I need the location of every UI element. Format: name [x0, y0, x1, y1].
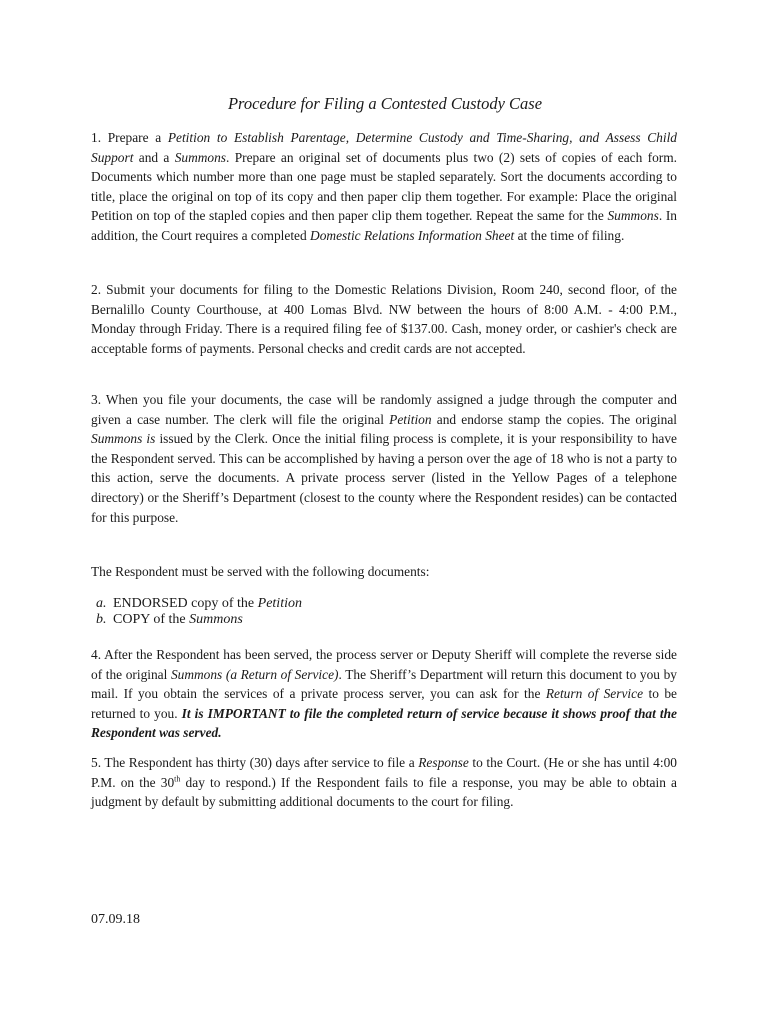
- petition-form-name: Petition to Establish Parentage, Determine Custody and Time-Sharing, and Assess Child Support: [91, 130, 678, 165]
- step-4-text: to be returned to you.: [91, 686, 677, 721]
- step-5-text: to the Court. (He or she has until 4:00 P.M. on the 30: [91, 755, 677, 790]
- revision-date: 07.09.18: [91, 912, 140, 927]
- list-item: [96, 612, 656, 628]
- step-3-text: 3. When you file your documents, the case will be randomly assigned a judge through the computer and given a case number. The clerk will file the original: [91, 392, 677, 427]
- list-marker: a.: [96, 596, 107, 611]
- document-title: Procedure for Filing a Contested Custody Case: [227, 94, 543, 113]
- step-1-text: 1. Prepare a: [91, 130, 168, 145]
- important-notice: It is IMPORTANT to file the completed return of service because it shows proof that the Respondent was served.: [91, 705, 677, 741]
- response-form-name: Response: [418, 755, 469, 770]
- step-5-paragraph: [91, 753, 677, 812]
- step-5-text: 5. The Respondent has thirty (30) days after service to file a: [91, 755, 419, 770]
- return-of-service-name: Summons (a Return of Service): [170, 666, 339, 682]
- list-item-document: Petition: [257, 596, 302, 611]
- list-item: [96, 596, 656, 612]
- list-marker: b.: [96, 612, 107, 627]
- step-1-paragraph: [91, 128, 677, 246]
- step-4-paragraph: [91, 645, 677, 743]
- step-5-text: day to respond.) If the Respondent fails to file a response, you may be able to obtain a judgment by default by submitting additional documents to the court for filing.: [91, 774, 677, 810]
- list-item-text: COPY of the: [113, 612, 190, 627]
- summons-form-name: Summons: [174, 149, 227, 165]
- step-3-text: issued by the Clerk. Once the initial filing process is complete, it is your responsibility to have the Respondent served. This can be accomplished by having a person over the age of 18 who is not a party to this action, serve the documents. A private process server (listed in the Yellow Pages of a telephone directory) or the Sheriff’s Department (closest to the county where the Respondent resides) can be contacted for this purpose.: [91, 431, 677, 525]
- step-4-text: 4. After the Respondent has been served, the process server or Deputy Sheriff will complete the reverse side of the original: [91, 647, 677, 682]
- summons-form-name: Summons is: [91, 431, 156, 447]
- list-item-text: ENDORSED copy of the: [113, 596, 258, 611]
- return-of-service-name: Return of Service: [545, 686, 644, 702]
- step-3-paragraph: [91, 390, 677, 527]
- served-documents-intro: The Respondent must be served with the following documents:: [91, 564, 430, 579]
- step-2-paragraph: 2. Submit your documents for filing to the Domestic Relations Division, Room 240, second floor, of the Bernalillo County Courthouse, at 400 Lomas Blvd. NW between the hours of 8:00 A.M. - 4:00 P.M., Monday through Friday. There is a required filing fee of $137.00. Cash, money order, or cashier's check are acceptable forms of payments. Personal checks and credit cards are not accepted.: [91, 282, 677, 356]
- step-1-text: at the time of filing.: [514, 227, 625, 243]
- step-1-text: . In addition, the Court requires a completed: [91, 208, 677, 243]
- ordinal-suffix: th: [174, 774, 181, 784]
- summons-form-name: Summons: [607, 208, 659, 224]
- step-3-text: and endorse stamp the copies. The original: [431, 411, 677, 427]
- list-item-document: Summons: [189, 612, 243, 627]
- information-sheet-name: Domestic Relations Information Sheet: [310, 227, 515, 243]
- step-4-text: . The Sheriff’s Department will return this document to you by mail. If you obtain the services of a private process server, you can ask for the: [91, 666, 677, 702]
- served-documents-list: [96, 596, 656, 628]
- step-1-text: . Prepare an original set of documents plus two (2) sets of copies of each form. Documents which number more than one page must be stapled separately. Sort the documents according to title, place the original on top of its copy and then paper clip them together. For example: Place the original Petition on top of the stapled copies and then paper clip them together. Repeat the same for the: [91, 149, 677, 224]
- step-1-text: and a: [133, 149, 175, 165]
- petition-form-name: Petition: [389, 411, 432, 427]
